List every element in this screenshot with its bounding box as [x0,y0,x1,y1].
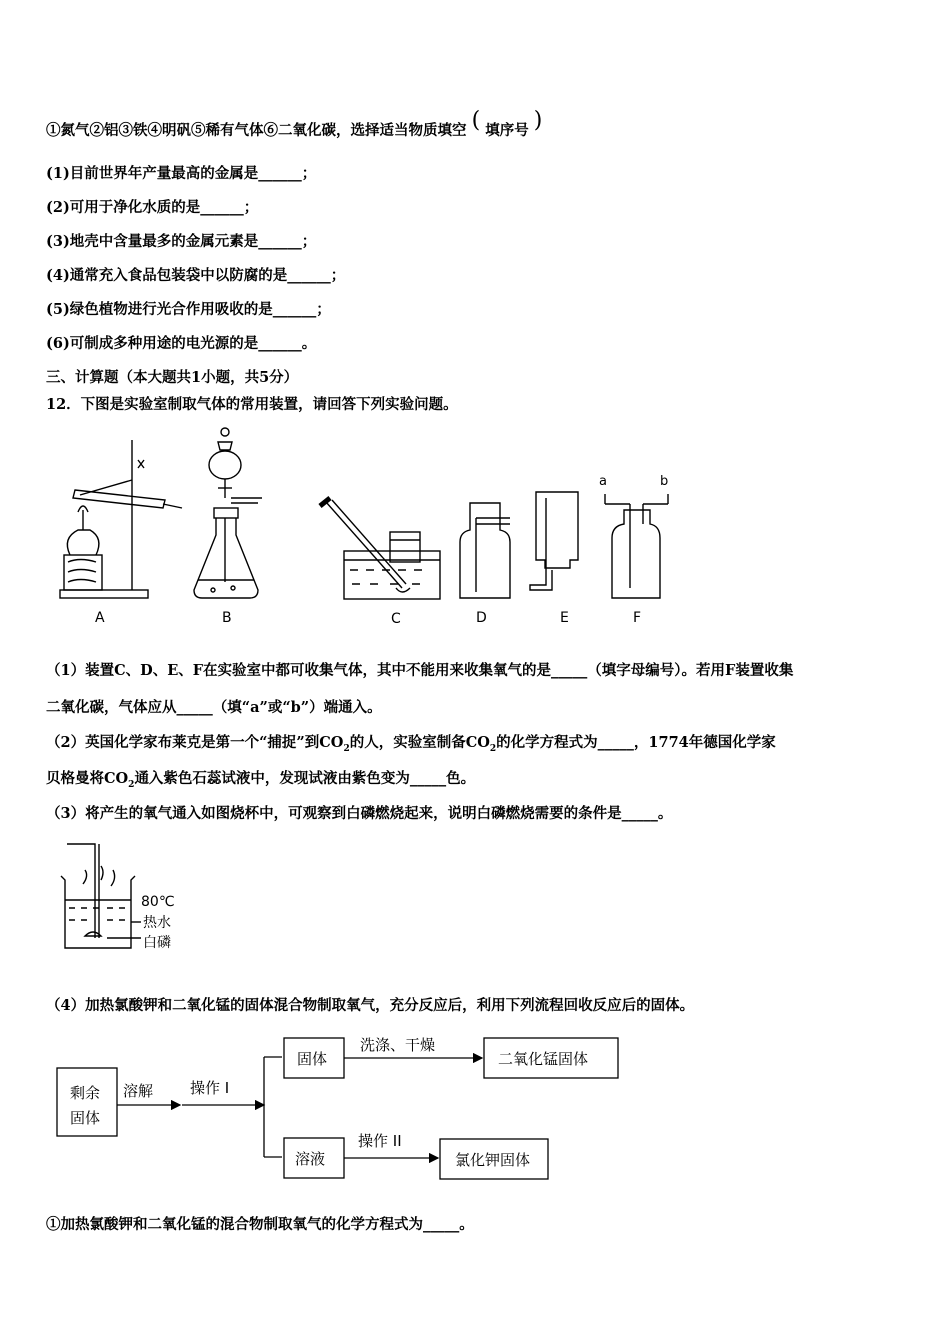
q12-part3: （3）将产生的氧气通入如图烧杯中，可观察到白磷燃烧起来，说明白磷燃烧需要的条件是_____。 [46,805,673,822]
q12-part2-line2 [46,767,475,790]
intro-line [46,108,543,141]
apparatus-b [194,428,262,598]
flow-kcl: 氯化钾固体 [455,1151,531,1169]
port-b-label: b [660,474,669,489]
label-e: E [560,610,569,626]
flow-mno2: 二氧化锰固体 [498,1050,589,1068]
paren-open: ( [471,108,481,133]
q12-part2-line1 [46,731,776,754]
flow-start-line1: 剩余 [70,1084,101,1102]
apparatus-c [320,498,440,599]
q12-stem: 12．下图是实验室制取气体的常用装置，请回答下列实验问题。 [46,396,458,413]
paren-close: ) [533,108,543,133]
flow-start-line2: 固体 [70,1109,101,1127]
label-d: D [476,610,487,626]
apparatus-a [60,440,182,598]
apparatus-figure [40,420,700,635]
apparatus-d [460,503,510,598]
apparatus-e [530,492,578,590]
subscript-2: 2 [489,743,497,754]
subscript-2: 2 [343,743,350,754]
apparatus-f [605,494,668,598]
q12-part4: （4）加热氯酸钾和二氧化锰的固体混合物制取氧气，充分反应后，利用下列流程回收反应后的固体。 [46,997,695,1014]
beaker-phosphorus: 白磷 [143,935,171,951]
beaker-water: 热水 [143,915,171,931]
beaker-temp: 80℃ [141,894,175,910]
q11-item-1: (1)目前世界年产量最高的金属是______； [46,165,317,182]
flow-op2: 操作 II [358,1132,402,1150]
flow-solution: 溶液 [295,1150,326,1168]
q12-part1-line1: （1）装置C、D、E、F在实验室中都可收集气体，其中不能用来收集氧气的是_____（填字母编号）。若用F装置收集 [46,662,794,679]
beaker-figure [55,840,195,960]
q11-item-6: (6)可制成多种用途的电光源的是______。 [46,335,317,352]
flow-op1: 操作 I [190,1079,230,1097]
port-a-label: a [599,474,607,489]
q11-item-4: (4)通常充入食品包装袋中以防腐的是______； [46,267,346,284]
q11-item-2: (2)可用于净化水质的是______； [46,199,259,216]
p2-text-e: 通入紫色石蕊试液中，发现试液由紫色变为_____色。 [134,770,476,787]
flow-wash: 洗涤、干燥 [360,1036,436,1054]
label-f: F [633,610,642,626]
p2-text-a: （2）英国化学家布莱克是第一个“捕捉”到CO [46,734,344,751]
p2-text-d: 贝格曼将CO [46,770,129,787]
intro-options: ①氮气②铝③铁④明矾⑤稀有气体⑥二氧化碳，选择适当物质填空 [46,122,467,139]
q12-part4-item1: ①加热氯酸钾和二氧化锰的混合物制取氧气的化学方程式为_____。 [46,1216,474,1233]
flow-dissolve: 溶解 [123,1082,154,1100]
q12-part1-line2: 二氧化碳，气体应从_____（填“a”或“b”）端通入。 [46,699,382,716]
p2-text-c: 的化学方程式为_____，1774年德国化学家 [496,734,776,751]
section-3-heading: 三、计算题（本大题共1小题，共5分） [46,369,299,386]
label-c: C [391,611,401,627]
label-a: A [95,610,105,626]
q11-item-5: (5)绿色植物进行光合作用吸收的是______； [46,301,331,318]
subscript-2: 2 [128,779,135,790]
label-b: B [222,610,232,626]
flow-solid: 固体 [297,1050,328,1068]
p2-text-b: 的人，实验室制备CO [349,734,490,751]
flow-diagram [50,1030,640,1185]
intro-hint: 填序号 [485,122,529,139]
q11-item-3: (3)地壳中含量最多的金属元素是______； [46,233,317,250]
